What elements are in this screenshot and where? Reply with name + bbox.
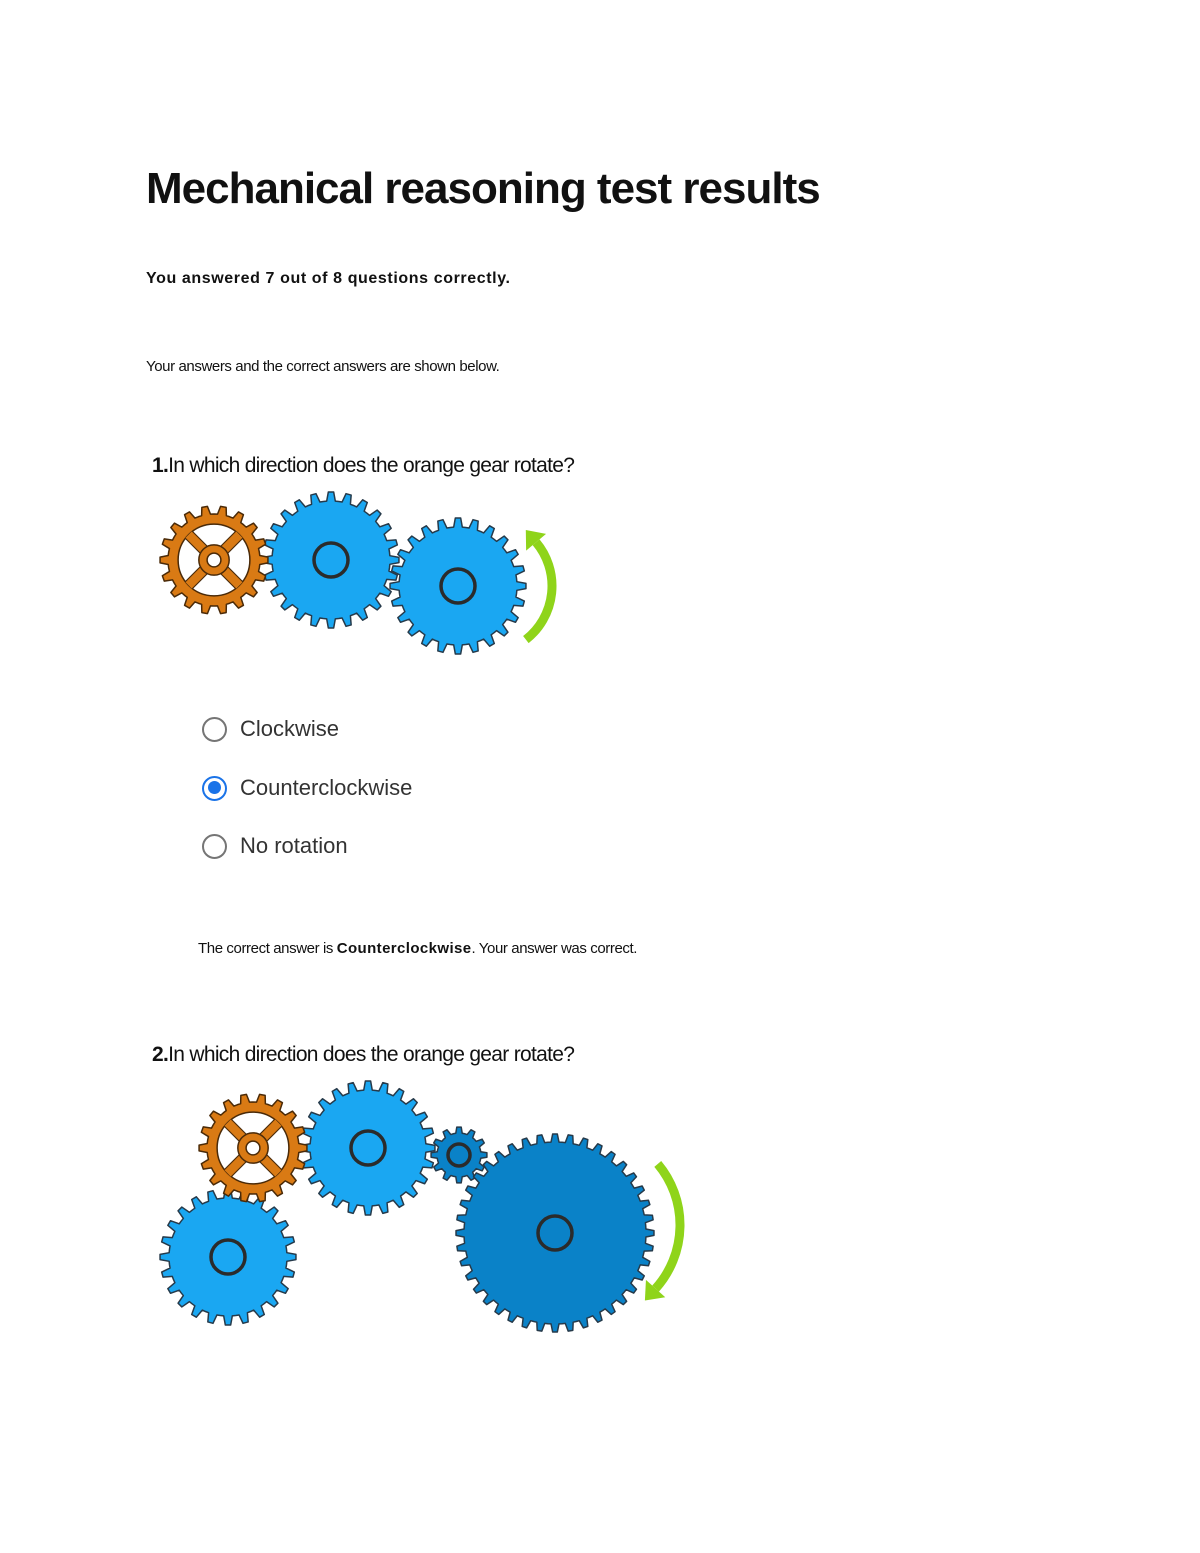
radio-no-rotation[interactable] xyxy=(202,834,227,859)
radio-clockwise[interactable] xyxy=(202,717,227,742)
question-1-feedback xyxy=(198,940,637,957)
feedback-prefix: The correct answer is xyxy=(198,940,337,957)
q1-blue-gear-2 xyxy=(390,518,526,654)
question-2-gear-diagram xyxy=(160,1081,680,1332)
feedback-correct-answer: Counterclockwise xyxy=(336,940,472,957)
q1-blue-gear-1 xyxy=(263,492,399,628)
question-2-text: In which direction does the orange gear rotate? xyxy=(168,1043,575,1066)
q2-blue-gear-top xyxy=(301,1081,435,1215)
q2-large-gear xyxy=(456,1134,654,1332)
question-1-text: In which direction does the orange gear rotate? xyxy=(168,454,575,477)
intro-text: Your answers and the correct answers are shown below. xyxy=(146,358,500,375)
option-no-rotation-label: No rotation xyxy=(240,833,348,858)
question-1-number: 1. xyxy=(152,454,169,477)
question-2-title xyxy=(152,1043,574,1067)
q2-rotation-arrow xyxy=(656,1164,680,1289)
radio-counterclockwise[interactable] xyxy=(202,776,227,801)
q1-orange-gear-hub-hole xyxy=(207,553,221,567)
score-summary: You answered 7 out of 8 questions correctly. xyxy=(146,270,511,287)
option-counterclockwise-label: Counterclockwise xyxy=(240,774,413,800)
q2-blue-gear-bottom xyxy=(160,1189,296,1325)
q2-orange-gear-hub-hole xyxy=(246,1141,260,1155)
feedback-suffix: . Your answer was correct. xyxy=(471,940,638,957)
page-title: Mechanical reasoning test results xyxy=(146,164,820,213)
option-clockwise-label: Clockwise xyxy=(240,716,340,741)
question-1-gear-diagram xyxy=(160,492,552,654)
question-2-number: 2. xyxy=(152,1043,169,1066)
q1-rotation-arrow xyxy=(526,542,552,639)
